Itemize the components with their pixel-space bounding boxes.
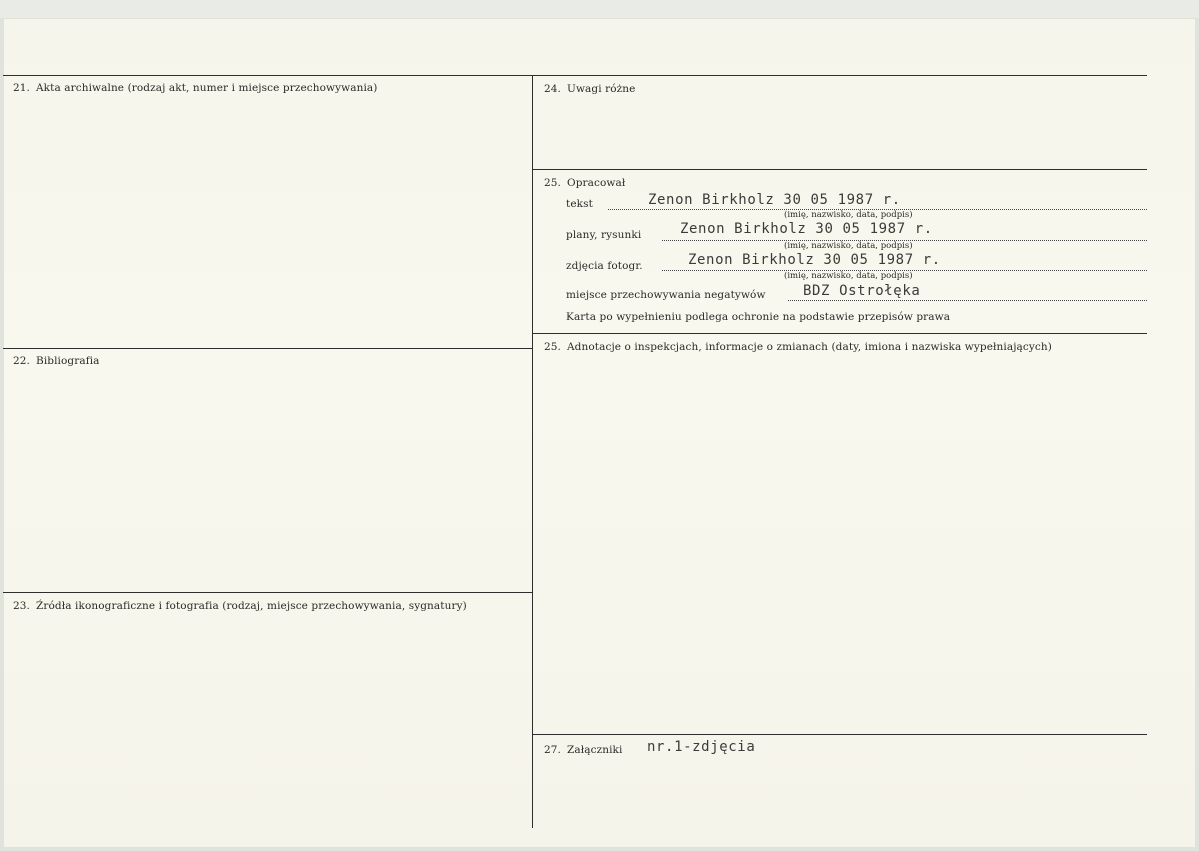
tekst-hint: (imię, nazwisko, data, podpis) bbox=[784, 210, 913, 220]
negatywy-line bbox=[788, 300, 1147, 301]
section-27-title: Załączniki bbox=[567, 744, 623, 756]
rule-22-23 bbox=[3, 592, 532, 593]
section-24-heading bbox=[544, 83, 635, 95]
protection-note: Karta po wypełnieniu podlega ochronie na podstawie przepisów prawa bbox=[566, 311, 951, 323]
plany-value: Zenon Birkholz 30 05 1987 r. bbox=[680, 221, 933, 237]
rule-26-27 bbox=[532, 734, 1147, 735]
rule-24-25 bbox=[532, 169, 1147, 170]
negatywy-value: BDZ Ostrołęka bbox=[803, 283, 921, 299]
zdjecia-value: Zenon Birkholz 30 05 1987 r. bbox=[688, 252, 941, 268]
section-23-number: 23. bbox=[13, 600, 30, 612]
section-22-heading bbox=[13, 355, 100, 367]
section-25-heading bbox=[544, 177, 625, 189]
section-23-heading bbox=[13, 600, 467, 612]
rule-25-26 bbox=[532, 333, 1147, 334]
section-23-title: Źródła ikonograficzne i fotografia (rodzaj, miejsce przechowywania, sygnatury) bbox=[36, 600, 467, 612]
section-21-title: Akta archiwalne (rodzaj akt, numer i miejsce przechowywania) bbox=[36, 82, 378, 94]
record-card-back bbox=[3, 18, 1196, 848]
plany-hint: (imię, nazwisko, data, podpis) bbox=[784, 241, 913, 251]
negatywy-label: miejsce przechowywania negatywów bbox=[566, 289, 766, 301]
plany-label: plany, rysunki bbox=[566, 229, 642, 241]
center-divider bbox=[532, 75, 533, 828]
section-22-number: 22. bbox=[13, 355, 30, 367]
section-22-title: Bibliografia bbox=[36, 355, 100, 367]
section-25-number: 25. bbox=[544, 177, 561, 189]
tekst-label: tekst bbox=[566, 198, 593, 210]
section-26-number: 25. bbox=[544, 341, 561, 353]
top-rule bbox=[3, 75, 1147, 76]
section-27-value: nr.1-zdjęcia bbox=[647, 739, 756, 755]
section-26-heading bbox=[544, 341, 1052, 353]
section-27-heading bbox=[544, 744, 622, 756]
section-21-number: 21. bbox=[13, 82, 30, 94]
zdjecia-label: zdjęcia fotogr. bbox=[566, 260, 643, 272]
tekst-value: Zenon Birkholz 30 05 1987 r. bbox=[648, 192, 901, 208]
zdjecia-hint: (imię, nazwisko, data, podpis) bbox=[784, 271, 913, 281]
scan-top-edge bbox=[0, 0, 1199, 18]
section-26-title: Adnotacje o inspekcjach, informacje o zmianach (daty, imiona i nazwiska wypełniających) bbox=[567, 341, 1052, 353]
rule-21-22 bbox=[3, 348, 532, 349]
section-24-title: Uwagi różne bbox=[567, 83, 636, 95]
section-21-heading bbox=[13, 82, 377, 94]
section-24-number: 24. bbox=[544, 83, 561, 95]
section-27-number: 27. bbox=[544, 744, 561, 756]
section-25-title: Opracował bbox=[567, 177, 626, 189]
